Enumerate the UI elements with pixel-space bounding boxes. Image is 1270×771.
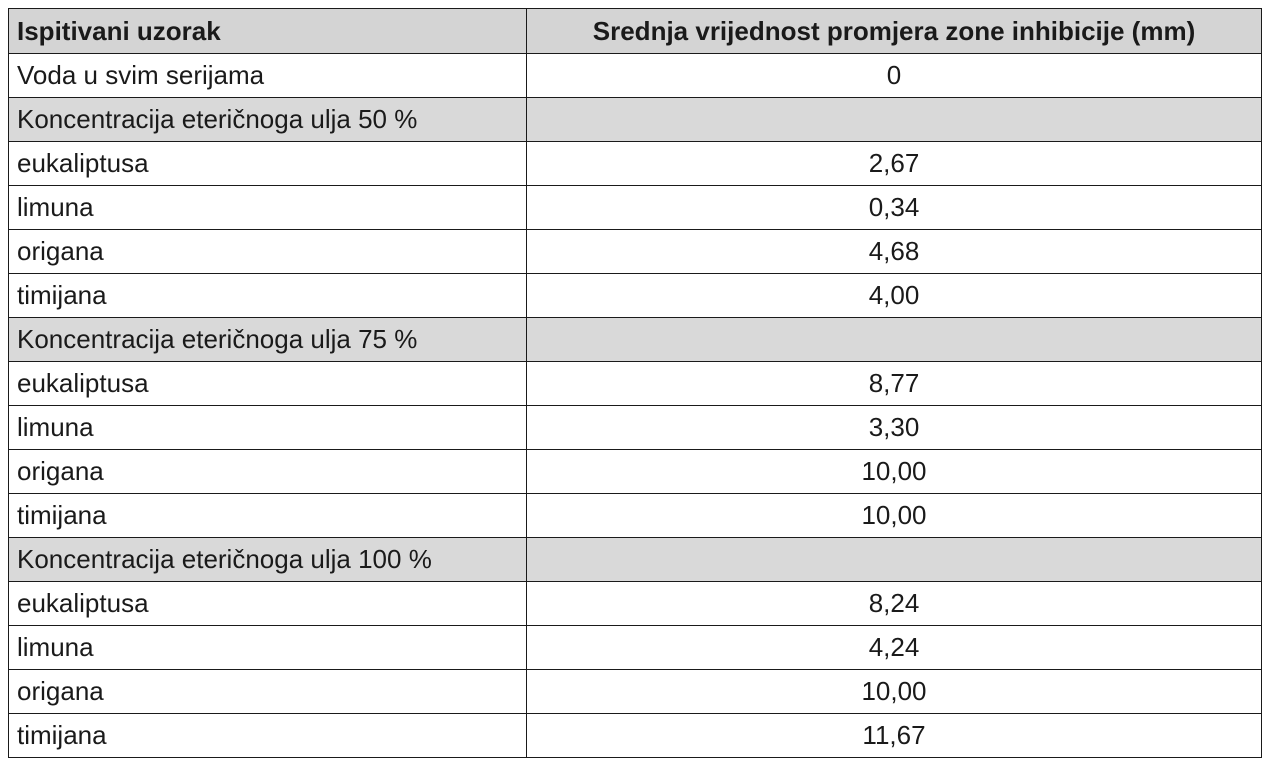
inhibition-zone-table: [8, 8, 1262, 758]
value-cell: 4,68: [527, 230, 1262, 274]
value-cell: 3,30: [527, 406, 1262, 450]
table-row: [9, 494, 1262, 538]
table-body: [9, 54, 1262, 758]
header-sample: Ispitivani uzorak: [9, 9, 527, 54]
table-row: [9, 54, 1262, 98]
section-label: Koncentracija eteričnoga ulja 100 %: [9, 538, 527, 582]
sample-cell: limuna: [9, 626, 527, 670]
sample-cell: eukaliptusa: [9, 362, 527, 406]
value-cell: 10,00: [527, 494, 1262, 538]
table-row: [9, 626, 1262, 670]
sample-cell: timijana: [9, 494, 527, 538]
value-cell: 10,00: [527, 670, 1262, 714]
table-row: [9, 274, 1262, 318]
table-row: [9, 362, 1262, 406]
section-label: Koncentracija eteričnoga ulja 50 %: [9, 98, 527, 142]
section-label: Koncentracija eteričnoga ulja 75 %: [9, 318, 527, 362]
table-row: [9, 406, 1262, 450]
sample-cell: limuna: [9, 186, 527, 230]
sample-cell: eukaliptusa: [9, 582, 527, 626]
section-row: [9, 98, 1262, 142]
section-row: [9, 318, 1262, 362]
sample-cell: timijana: [9, 714, 527, 758]
table-header-row: [9, 9, 1262, 54]
section-value-cell: [527, 318, 1262, 362]
value-cell: 8,24: [527, 582, 1262, 626]
sample-cell: origana: [9, 230, 527, 274]
table-row: [9, 714, 1262, 758]
value-cell: 10,00: [527, 450, 1262, 494]
sample-cell: origana: [9, 450, 527, 494]
value-cell: 11,67: [527, 714, 1262, 758]
table-row: [9, 142, 1262, 186]
section-row: [9, 538, 1262, 582]
table-row: [9, 450, 1262, 494]
sample-cell: timijana: [9, 274, 527, 318]
results-table-container: [8, 8, 1262, 758]
table-row: [9, 230, 1262, 274]
table-row: [9, 670, 1262, 714]
section-value-cell: [527, 98, 1262, 142]
sample-cell: Voda u svim serijama: [9, 54, 527, 98]
value-cell: 4,00: [527, 274, 1262, 318]
sample-cell: eukaliptusa: [9, 142, 527, 186]
value-cell: 2,67: [527, 142, 1262, 186]
sample-cell: origana: [9, 670, 527, 714]
value-cell: 8,77: [527, 362, 1262, 406]
value-cell: 0,34: [527, 186, 1262, 230]
table-row: [9, 582, 1262, 626]
table-row: [9, 186, 1262, 230]
value-cell: 4,24: [527, 626, 1262, 670]
section-value-cell: [527, 538, 1262, 582]
header-mean-diameter: Srednja vrijednost promjera zone inhibicije (mm): [527, 9, 1262, 54]
value-cell: 0: [527, 54, 1262, 98]
sample-cell: limuna: [9, 406, 527, 450]
